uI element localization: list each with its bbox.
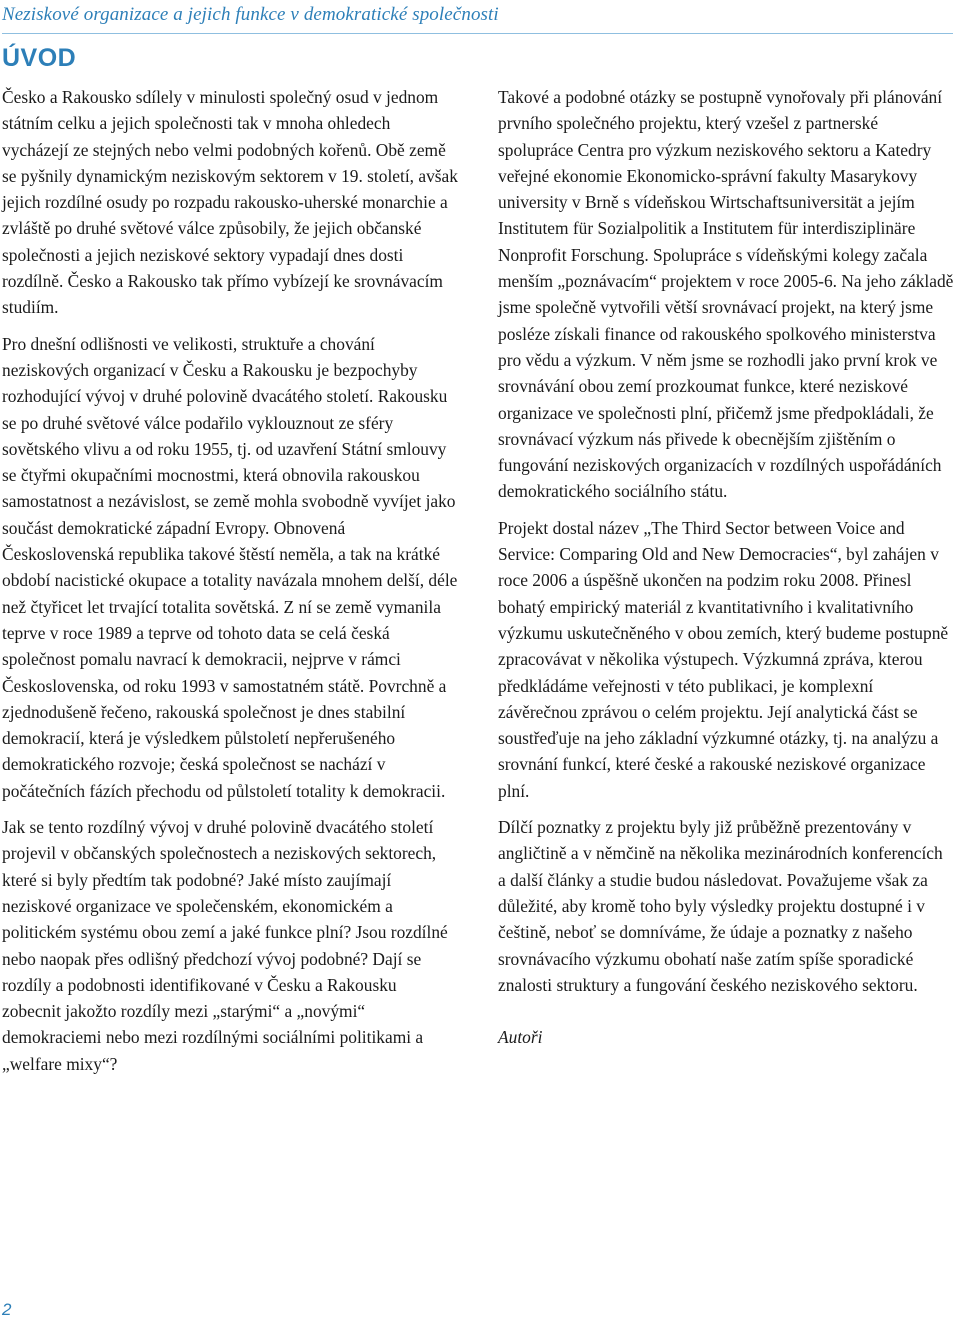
page-number: 2	[2, 1300, 12, 1319]
right-column	[498, 84, 954, 1060]
author-signature: Autoři	[498, 1027, 543, 1048]
header-divider	[2, 33, 953, 34]
paragraph: Pro dnešní odlišnosti ve velikosti, struktuře a chování neziskových organizací v Česku a Rakousku je bezpochyby rozhodující vývoj v druhé polovině dvacátého století. Rakousku se po druhé světové válce podařilo vyklouznout ze sféry sovětského vlivu a od roku 1955, tj. od uzavření Státní smlouvy se čtyřmi okupačními mocnostmi, která obnovila rakouskou samostatnost a nezávislost, se země mohla svobodně vyvíjet jako součást demokratické západní Evropy. Obnovená Československá republika takové štěstí neměla, a tak na krátké období nacistické okupace a totality navázala mnohem delší, déle než čtyřicet let trvající totalita sovětská. Z ní se země vymanila teprve v roce 1989 a teprve od tohoto data se celá česká společnost pomalu navrací k demokracii, nejprve v rámci Československa, od roku 1993 v samostatném státě. Povrchně a zjednodušeně řečeno, rakouská společnost je dnes stabilní demokracií, která je výsledkem půlstoletí nepřerušeného demokratického rozvoje; česká společnost se nachází v počátečních fázích přechodu od půlstoletí totality k demokracii.	[2, 333, 458, 801]
paragraph: Projekt dostal název „The Third Sector between Voice and Service: Comparing Old and New Democracies“, byl zahájen v roce 2006 a úspěšně ukončen na podzim roku 2008. Přinesl bohatý empirický materiál z kvantitativního i kvalitativního výzkumu uskutečněného v obou zemích, který budeme postupně zpracovávat v několika výstupech. Výzkumná zpráva, kterou předkládáme veřejnosti v této publikaci, je komplexní závěrečnou zprávou o celém projektu. Její analytická část se soustřeďuje na jeho základní výzkumné otázky, tj. na analýzu a srovnání funkcí, které české a rakouské neziskové organizace plní.	[498, 517, 949, 801]
paragraph: Jak se tento rozdílný vývoj v druhé polovině dvacátého století projevil v občanských společnostech a neziskových sektorech, které si byly předtím tak podobné? Jaké místo zaujímají neziskové organizace ve společenském, ekonomickém a politickém systému obou zemí a jaké funkce plní? Jsou rozdílné nebo naopak přes odlišný předchozí vývoj podobné? Dají se rozdíly a podobnosti identifikované v Česku a Rakousku zobecnit jakožto rozdíly mezi „starými“ a „novými“ demokraciemi nebo mezi rozdílnými sociálními politikami a „welfare mixy“?	[2, 817, 448, 1074]
left-column	[2, 84, 458, 1087]
running-header: Neziskové organizace a jejich funkce v demokratické společnosti	[2, 4, 499, 25]
paragraph: Takové a podobné otázky se postupně vynořovaly při plánování prvního společného projektu, který vzešel z partnerské spolupráce Centra pro výzkum neziskového sektoru a Katedry veřejné ekonomie Ekonomicko-správní fakulty Masarykovy university v Brně s vídeňskou Wirtschaftsuniversität a jejím Institutem für Sozialpolitik a Institutem für interdisziplinäre Nonprofit Forschung. Spolupráce s vídeňskými kolegy začala menším „poznávacím“ projektem v roce 2005-6. Na jeho základě jsme společně vytvořili větší srovnávací projekt, na který jsme posléze získali finance od rakouského spolkového ministerstva pro vědu a výzkum. V něm jsme se rozhodli jako první krok ve srovnávání obou zemí prozkoumat funkce, které neziskové organizace ve společnosti plní, přičemž jsme předpokládali, že srovnávací výzkum nás přivede k obecnějším zjištěním o fungování neziskových organizacích v rozdílných uspořádáních demokratického sociálního státu.	[498, 87, 954, 502]
paragraph: Česko a Rakousko sdílely v minulosti společný osud v jednom státním celku a jejich společnosti tak v mnoha ohledech vycházejí ze stejných nebo velmi podobných kořenů. Obě země se pyšnily dynamickým neziskovým sektorem v 19. století, avšak jejich rozdílné osudy po rozpadu rakousko-uherské monarchie a zvláště po druhé světové válce způsobily, že jejich občanské společnosti a jejich neziskové sektory vypadají dnes dosti rozdílně. Česko a Rakousko tak přímo vybízejí ke srovnávacím studiím.	[2, 87, 458, 318]
section-title: ÚVOD	[2, 44, 77, 72]
paragraph: Dílčí poznatky z projektu byly již průběžně prezentovány v angličtině a v němčině na několika mezinárodních konferencích a další články a studie budou následovat. Považujeme však za důležité, aby kromě toho byly výsledky projektu dostupné i v češtině, neboť se domníváme, že údaje a poznatky z našeho srovnávacího výzkumu obohatí naše zatím spíše sporadické znalosti struktury a fungování českého neziskového sektoru.	[498, 817, 943, 995]
